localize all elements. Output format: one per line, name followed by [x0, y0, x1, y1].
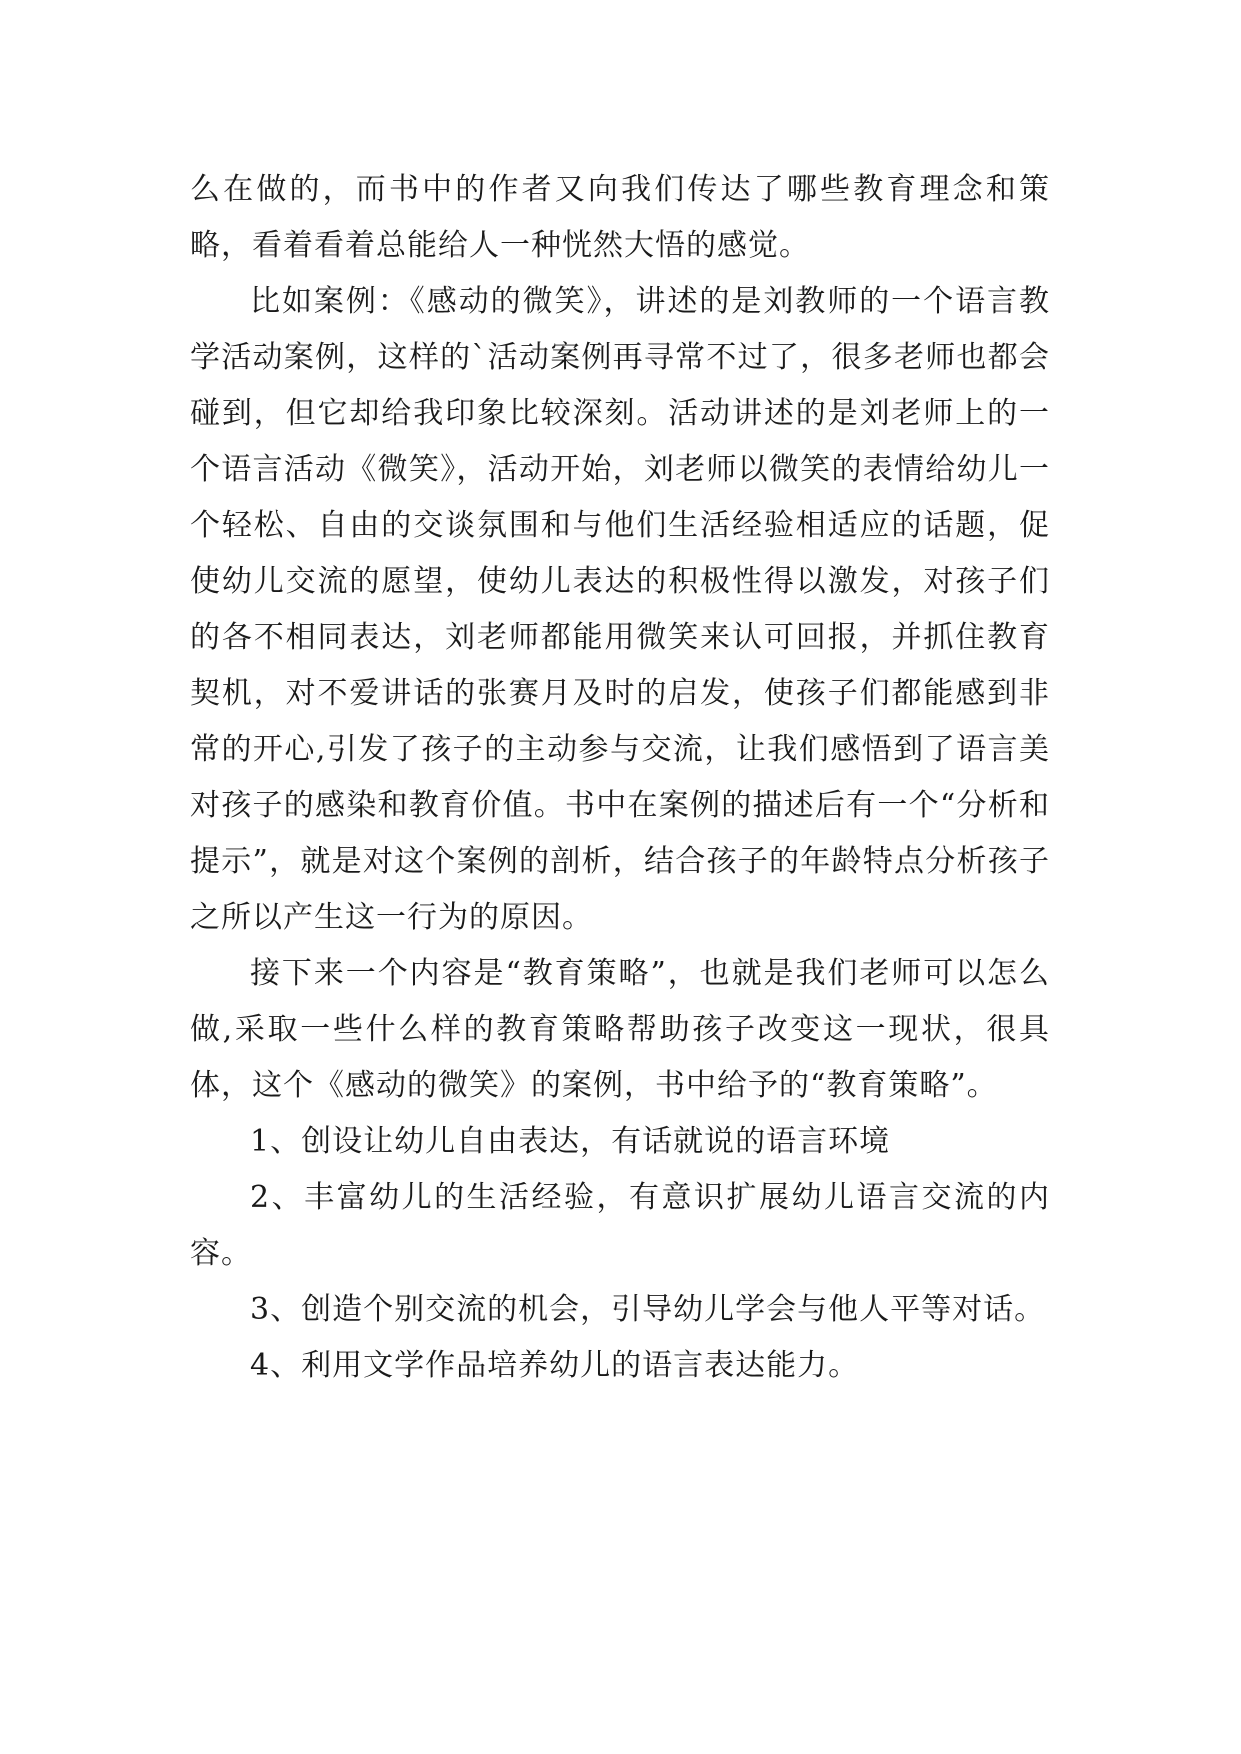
paragraph-continuation: 么在做的，而书中的作者又向我们传达了哪些教育理念和策略，看着看着总能给人一种恍然大悟的感觉。 — [190, 172, 1050, 263]
list-item-strategy-3: 3、创造个别交流的机会，引导幼儿学会与他人平等对话。 — [250, 1292, 1046, 1327]
paragraph-education-strategy: 接下来一个内容是“教育策略”，也就是我们老师可以怎么做,采取一些什么样的教育策略帮助孩子改变这一现状，很具体，这个《感动的微笑》的案例，书中给予的“教育策略”。 — [190, 956, 1050, 1103]
paragraph-case-example: 比如案例：《感动的微笑》，讲述的是刘教师的一个语言教学活动案例，这样的`活动案例再寻常不过了，很多老师也都会碰到，但它却给我印象比较深刻。活动讲述的是刘老师上的一个语言活动《微笑》，活动开始，刘老师以微笑的表情给幼儿一个轻松、自由的交谈氛围和与他们生活经验相适应的话题，促使幼儿交流的愿望，使幼儿表达的积极性得以激发，对孩子们的各不相同表达，刘老师都能用微笑来认可回报，并抓住教育契机，对不爱讲话的张赛月及时的启发，使孩子们都能感到非常的开心,引发了孩子的主动参与交流，让我们感悟到了语言美对孩子的感染和教育价值。书中在案例的描述后有一个“分析和提示”，就是对这个案例的剖析，结合孩子的年龄特点分析孩子之所以产生这一行为的原因。 — [190, 284, 1050, 935]
list-item-strategy-4: 4、利用文学作品培养幼儿的语言表达能力。 — [250, 1348, 860, 1383]
body-text — [190, 162, 1050, 1394]
list-item-strategy-1: 1、创设让幼儿自由表达，有话就说的语言环境 — [250, 1124, 891, 1159]
list-item-strategy-2: 2、丰富幼儿的生活经验，有意识扩展幼儿语言交流的内容。 — [190, 1180, 1050, 1271]
